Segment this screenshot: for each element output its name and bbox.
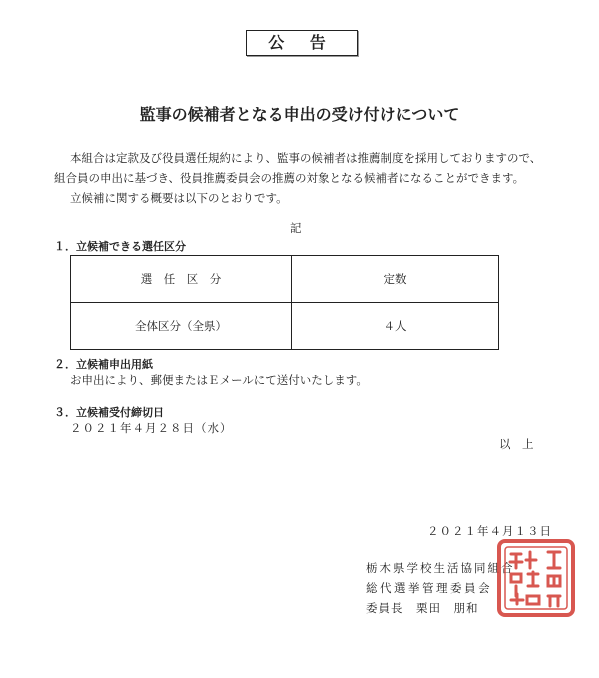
ki-marker: 記 xyxy=(290,221,302,235)
table-header-cell: 定数 xyxy=(292,256,499,303)
intro-line-2: 組合員の申出に基づき、役員推薦委員会の推薦の対象となる候補者になることができます。 xyxy=(54,171,525,185)
section-2-heading: ２．立候補申出用紙 xyxy=(54,358,153,371)
signature-line-2: 総代選挙管理委員会 xyxy=(366,581,492,595)
signature-line-1: 栃木県学校生活協同組合 xyxy=(366,561,515,575)
table-header-row xyxy=(71,256,499,303)
table-row xyxy=(71,303,499,350)
closing-mark: 以 上 xyxy=(499,437,534,451)
notice-heading: 公 告 xyxy=(246,30,358,56)
table-cell: 全体区分（全県） xyxy=(71,303,292,350)
signature-line-3: 委員長 栗田 朋和 xyxy=(366,601,479,615)
section-3-body: ２０２１年４月２８日（水） xyxy=(70,421,233,435)
section-2-body: お申出により、郵便またはＥメールにて送付いたします。 xyxy=(70,373,368,387)
table-header-cell: 選 任 区 分 xyxy=(71,256,292,303)
section-3-heading: ３．立候補受付締切日 xyxy=(54,406,164,419)
table-cell: ４人 xyxy=(292,303,499,350)
quota-table xyxy=(70,255,499,350)
issue-date: ２０２１年４月１３日 xyxy=(427,524,552,538)
intro-line-3: 立候補に関する概要は以下のとおりです。 xyxy=(70,191,288,205)
intro-line-1: 本組合は定款及び役員選任規約により、監事の候補者は推薦制度を採用しておりますので、 xyxy=(70,151,542,165)
official-seal-icon xyxy=(496,538,576,618)
document-title: 監事の候補者となる申出の受け付けについて xyxy=(139,105,460,124)
section-1-heading: １．立候補できる選任区分 xyxy=(54,240,186,253)
